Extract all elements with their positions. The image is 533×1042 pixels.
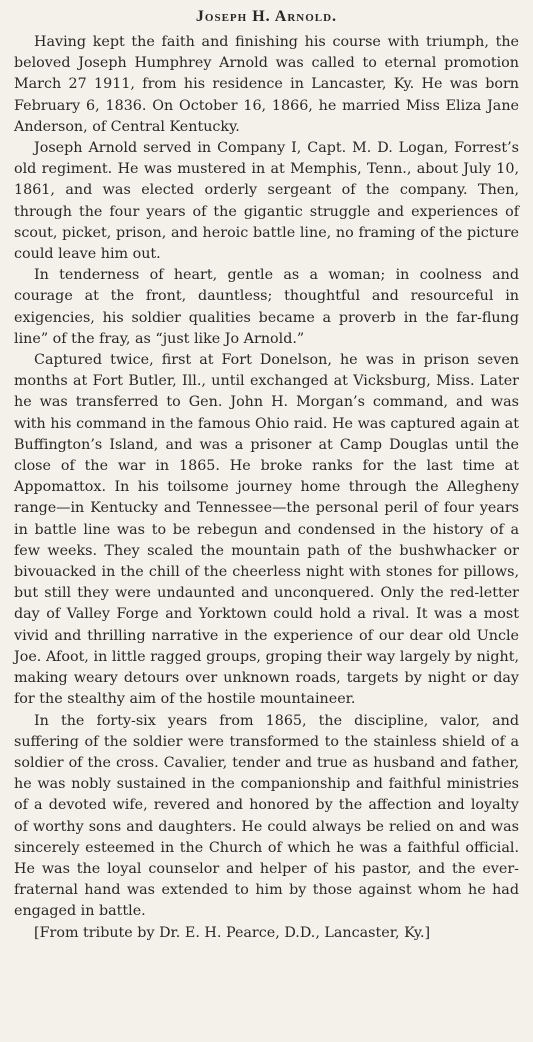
paragraph-1: Having kept the faith and finishing his course with triumph, the beloved Joseph Humphrey Arnold was called to eternal promotion March 27 1911, from his residence in Lancaster, Ky. He was born February 6, 1836. On October 16, 1866, he married Miss Eliza Jane Anderson, of Central Kentucky. (14, 34, 519, 135)
paragraph-4: Captured twice, first at Fort Donelson, he was in prison seven months at Fort Butler, Ill., until exchanged at Vicksburg, Miss. Later he was transferred to Gen. John H. Morgan’s command, and was with his command in the famous Ohio raid. He was captured again at Buffington’s Island, and was a prisoner at Camp Douglas until the close of the war in 1865. He broke ranks for the last time at Appomattox. In his toilsome journey home through the Allegheny range—in Kentucky and Tennessee—the personal peril of four years in battle line was to be rebegun and condensed in the history of a few weeks. They scaled the mountain path of the bushwhacker or bivouacked in the chill of the cheerless night with stones for pillows, but still they were undaunted and unconquered. Only the red-letter day of Valley Forge and Yorktown could hold a rival. It was a most vivid and thrilling narrative in the experience of our dear old Uncle Joe. Afoot, in little ragged groups, groping their way largely by night, making weary detours over unknown roads, targets by night or day for the stealthy aim of the hostile mountaineer. (14, 352, 519, 708)
article-title: Joseph H. Arnold. (195, 8, 338, 25)
source-attribution: [From tribute by Dr. E. H. Pearce, D.D., Lancaster, Ky.] (34, 924, 431, 941)
paragraph-2: Joseph Arnold served in Company I, Capt. M. D. Logan, Forrest’s old regiment. He was mustered in at Memphis, Tenn., about July 10, 1861, and was elected orderly sergeant of the company. Then, through the four years of the gigantic struggle and experiences of scout, picket, prison, and heroic battle line, no framing of the picture could leave him out. (14, 140, 519, 263)
paragraph-5: In the forty-six years from 1865, the discipline, valor, and suffering of the soldier were transformed to the stainless shield of a soldier of the cross. Cavalier, tender and true as husband and father, he was nobly sustained in the companionship and faithful ministries of a devoted wife, revered and honored by the affection and loyalty of worthy sons and daughters. He could always be relied on and was sincerely esteemed in the Church of which he was a faithful official. He was the loyal counselor and helper of his pastor, and the ever-fraternal hand was extended to him by those against whom he had engaged in battle. (14, 712, 519, 920)
paragraph-3: In tenderness of heart, gentle as a woman; in coolness and courage at the front, dauntless; thoughtful and resourceful in exigencies, his soldier qualities became a proverb in the far-flung line” of the fray, as “just like Jo Arnold.” (14, 267, 519, 347)
